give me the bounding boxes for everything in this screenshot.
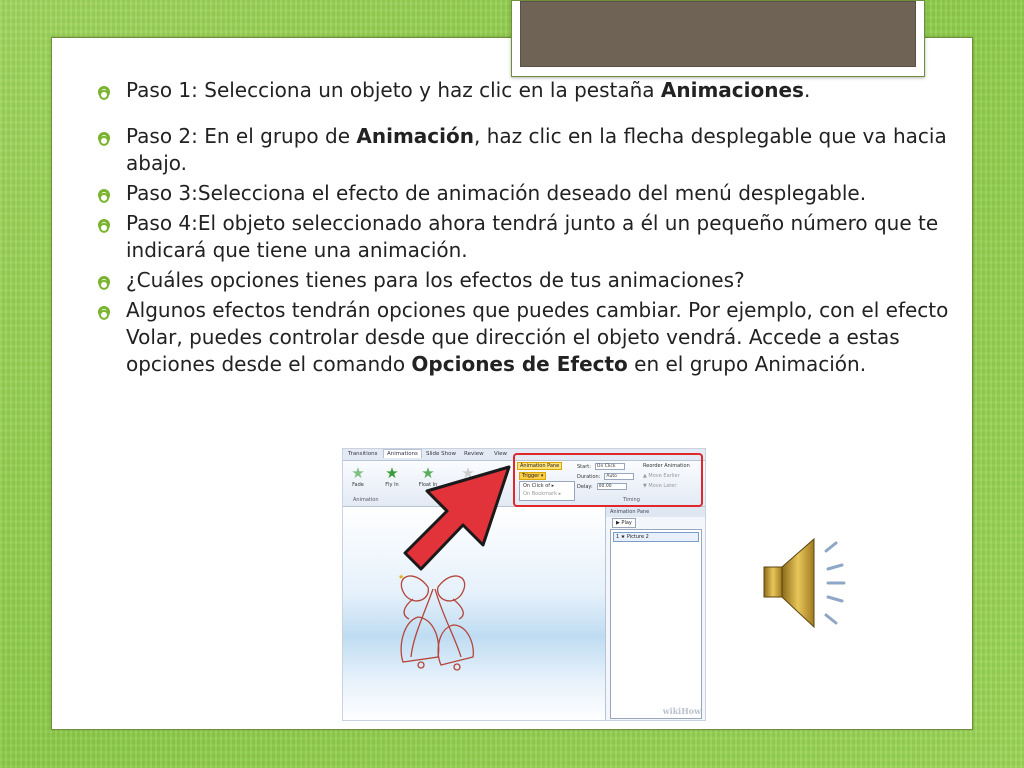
circle-bullet-icon — [96, 187, 113, 204]
circle-bullet-icon — [96, 217, 113, 234]
tab-transitions: Transitions — [348, 451, 378, 457]
reorder-group: Reorder Animation ▲ Move Earlier ▼ Move Later — [643, 463, 690, 489]
star-icon: ★ — [351, 464, 365, 482]
effect-fade: ★ Fade — [343, 465, 373, 488]
dropdown-on-bookmark: On Bookmark ▸ — [523, 491, 562, 497]
circle-bullet-icon — [96, 274, 113, 291]
bullet-item-3: Paso 3:Selecciona el efecto de animación deseado del menú desplegable. — [92, 180, 952, 207]
bullet-item-1: Paso 1: Selecciona un objeto y haz clic en la pestaña Animaciones. — [92, 77, 952, 104]
red-highlight-box — [513, 453, 703, 507]
tab-view: View — [494, 451, 508, 457]
animation-pane-button: Animation Pane — [517, 462, 562, 470]
bullet-list — [92, 77, 952, 378]
star-icon: ★ — [385, 464, 399, 482]
red-pointer-arrow-icon — [401, 463, 521, 583]
tab-review: Review — [464, 451, 484, 457]
bullet-item-6: Algunos efectos tendrán opciones que puedes cambiar. Por ejemplo, con el efecto Volar, puedes controlar desde que dirección el objeto vendrá. Accede a estas opciones desde el comando Opciones de Efecto en el grupo Animación. — [92, 297, 952, 378]
play-button: ▶ Play — [612, 518, 636, 528]
star-icon: ★ — [461, 464, 475, 482]
dropdown-on-click-of: On Click of ▸ — [523, 483, 555, 489]
animation-pane — [605, 507, 706, 721]
bullet-item-4: Paso 4:El objeto seleccionado ahora tendrá junto a él un pequeño número que te indicará que tiene una animación. — [92, 210, 952, 264]
group-label-timing: Timing — [623, 497, 640, 503]
circle-bullet-icon — [96, 130, 113, 147]
title-placeholder — [520, 1, 916, 67]
bullet-item-2: Paso 2: En el grupo de Animación, haz clic en la flecha desplegable que va hacia abajo. — [92, 123, 952, 177]
speaker-icon[interactable] — [756, 533, 852, 633]
animation-list — [610, 529, 702, 719]
wikihow-watermark: wikiHow — [662, 706, 701, 716]
effect-float-in: ★ Float In — [413, 465, 443, 488]
circle-bullet-icon — [96, 84, 113, 101]
effect-fly-in: ★ Fly In — [377, 465, 407, 488]
animation-item: 1 ★ Picture 2 — [613, 532, 699, 542]
svg-text:★: ★ — [398, 573, 405, 581]
powerpoint-screenshot — [342, 448, 706, 721]
group-label-animation: Animation — [353, 497, 379, 503]
tab-slide-show: Slide Show — [426, 451, 457, 457]
trigger-button: Trigger ▾ — [519, 472, 546, 480]
decorative-title-tab — [511, 0, 925, 77]
animation-pane-title: Animation Pane — [606, 507, 706, 517]
tab-animations: Animations — [383, 449, 422, 458]
star-icon: ★ — [421, 464, 435, 482]
circle-bullet-icon — [96, 304, 113, 321]
bullet-item-5: ¿Cuáles opciones tienes para los efectos de tus animaciones? — [92, 267, 952, 294]
timing-group: Start: On Click Duration: Auto Delay: 00.00 — [577, 463, 634, 493]
